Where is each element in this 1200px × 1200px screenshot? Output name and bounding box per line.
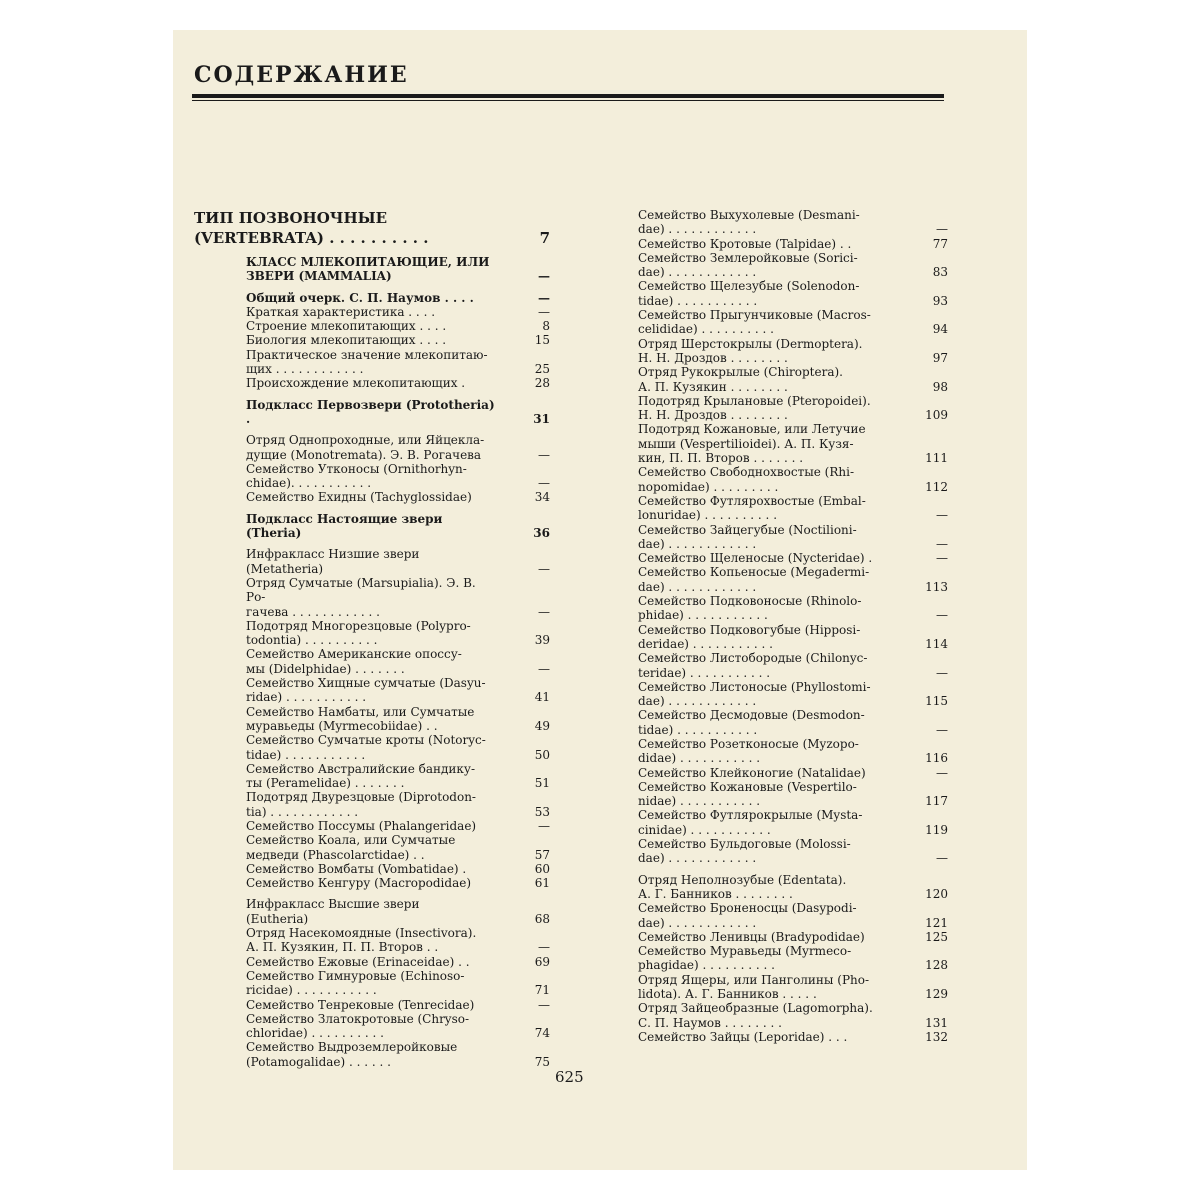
spacer [246,391,550,398]
toc-entry-text: Семейство Кротовые (Talpidae) . . [638,236,852,251]
spacer [246,426,550,433]
toc-entry [638,279,948,308]
toc-entry-page: — [538,447,550,462]
toc-entry-text: Происхождение млекопитающих . [246,376,466,391]
toc-entry [638,565,948,594]
toc-entry-page: 61 [534,876,550,891]
toc-entry-text: Семейство Щелезубые (Solenodon- tidae) . . . . . . . . . . . [638,279,860,308]
toc-entry-text: Отряд Неполнозубые (Edentata). А. Г. Банников . . . . . . . . [638,872,847,901]
toc-entry-text: Отряд Зайцеобразные (Lagomorpha). С. П. Наумов . . . . . . . . [638,1001,873,1030]
toc-entry [246,547,550,576]
toc-entry-page: — [936,536,948,551]
toc-entry-text: ТИП ПОЗВОНОЧНЫЕ [194,209,388,227]
toc-entry [638,973,948,1002]
toc-entry-page: 50 [534,747,550,762]
title-rule-thin [192,100,944,101]
toc-entry [638,523,948,552]
toc-entry-text: Семейство Хищные сумчатые (Dasyu- ridae) . . . . . . . . . . . [246,676,486,705]
toc-entry [246,398,550,427]
toc-entry-text: Семейство Копьеносые (Megadermi- dae) . . . . . . . . . . . . [638,565,870,594]
toc-entry-page: 77 [932,236,948,251]
toc-entry-text: КЛАСС МЛЕКОПИТАЮЩИЕ, ИЛИ ЗВЕРИ (MAMMALIA) [246,255,490,284]
toc-entry-page: 112 [925,479,948,494]
toc-entry-text: Семейство Листобородые (Chilonyc- teridae) . . . . . . . . . . . [638,651,868,680]
toc-entry-text: Семейство Прыгунчиковые (Macros- celididae) . . . . . . . . . . [638,308,871,337]
toc-entry-text: Семейство Десмодовые (Desmodon- tidae) . . . . . . . . . . . [638,708,865,737]
toc-entry-page: — [538,476,550,491]
toc-entry-text: Семейство Бульдоговые (Molossi- dae) . . . . . . . . . . . . [638,837,851,866]
toc-entry [246,897,550,926]
toc-entry-text: Подотряд Крылановые (Pteropoidei). Н. Н. Дроздов . . . . . . . . [638,393,871,423]
toc-entry-page: — [936,722,948,737]
toc-entry [638,930,948,944]
toc-entry [246,255,550,284]
toc-entry [246,376,550,390]
page-number: 625 [555,1068,584,1086]
toc-entry-text: Семейство Утконосы (Ornithorhyn- chidae). . . . . . . . . . . [246,461,467,491]
toc-entry-page: 51 [534,776,550,791]
toc-entry [246,1040,550,1069]
toc-entry-page: 68 [534,911,550,926]
toc-entry-text: Семейство Футлярокрылые (Mysta- cinidae) . . . . . . . . . . . [638,808,863,837]
toc-entry-text: Отряд Рукокрылые (Chiroptera). А. П. Кузякин . . . . . . . . [638,365,843,394]
toc-entry [638,237,948,251]
toc-entry [246,733,550,762]
toc-entry [638,551,948,565]
toc-entry-page: 57 [534,847,550,862]
toc-entry-page: 36 [533,526,550,541]
toc-entry-text: Отряд Шерстокрылы (Dermoptera). Н. Н. Дроздов . . . . . . . . [638,336,863,365]
spacer [246,890,550,897]
toc-entry [638,873,948,902]
toc-entry [638,780,948,809]
toc-entry-page: 34 [534,490,550,505]
toc-entry-text: Семейство Выдроземлеройковые (Potamogalidae) . . . . . . [246,1040,458,1069]
toc-left-column [194,208,550,1069]
toc-entry-text: Семейство Поссумы (Phalangeridae) [246,818,477,833]
toc-entry-page: 93 [932,293,948,308]
toc-entry-page: 120 [925,886,948,901]
toc-entry [246,319,550,333]
toc-entry [638,944,948,973]
toc-entry [246,969,550,998]
toc-entry-page: — [538,269,550,284]
toc-entry [194,208,550,228]
toc-entry-text: Семейство Землеройковые (Sorici- dae) . . . . . . . . . . . . [638,250,858,280]
toc-entry-page: 49 [534,718,550,733]
toc-entry [246,305,550,319]
toc-entry-page: — [936,765,948,780]
toc-entry-page: 131 [925,1015,948,1030]
toc-entry [246,462,550,491]
toc-entry [638,901,948,930]
toc-entry-text: Семейство Кенгуру (Macropodidae) [246,876,472,891]
toc-entry-text: Семейство Подковоносые (Rhinolo- phidae) . . . . . . . . . . . [638,594,862,623]
toc-entry [246,291,550,305]
toc-entry-text: Подотряд Двурезцовые (Diprotodon- tia) . . . . . . . . . . . . [246,790,476,819]
spacer [246,540,550,547]
toc-entry [638,708,948,737]
toc-entry-page: 25 [534,362,550,377]
toc-entry-text: Отряд Сумчатые (Marsupialia). Э. В. Ро- гачева . . . . . . . . . . . . [246,575,476,619]
toc-entry-text: Подотряд Кожановые, или Летучие мыши (Vespertilioidei). А. П. Кузя- кин, П. П. Второв . . . . . . . [638,422,866,466]
toc-entry-text: Семейство Листоносые (Phyllostomi- dae) . . . . . . . . . . . . [638,679,871,709]
toc-entry-text: Семейство Тенрековые (Tenrecidae) [246,997,475,1012]
toc-entry [246,576,550,619]
toc-entry-text: Общий очерк. С. П. Наумов . . . . [246,290,474,305]
toc-entry-text: Семейство Розетконосые (Myzopo- didae) . . . . . . . . . . . [638,736,859,766]
toc-right-column [638,208,948,1044]
toc-entry [638,594,948,623]
toc-entry [638,1001,948,1030]
toc-entry-text: Семейство Футлярохвостые (Embal- lonuridae) . . . . . . . . . . [638,493,866,523]
toc-entry-text: Семейство Ехидны (Tachyglossidae) [246,490,472,505]
page-title: СОДЕРЖАНИЕ [194,62,409,88]
toc-entry-page: 109 [925,408,948,423]
toc-entry-text: Семейство Зайцегубые (Noctilioni- dae) . . . . . . . . . . . . [638,522,857,551]
toc-entry [638,422,948,465]
toc-entry-text: Краткая характеристика . . . . [246,304,436,319]
toc-entry-text: Семейство Намбаты, или Сумчатые муравьеды (Myrmecobiidae) . . [246,704,475,733]
toc-entry-text: Подотряд Многорезцовые (Polypro- todontia) . . . . . . . . . . [246,618,471,648]
toc-entry [638,337,948,366]
toc-entry-page: — [936,608,948,623]
toc-entry-text: Семейство Броненосцы (Dasypodi- dae) . . . . . . . . . . . . [638,901,857,930]
toc-entry [638,737,948,766]
toc-entry-text: Отряд Ящеры, или Панголины (Pho- lidota). А. Г. Банников . . . . . [638,972,870,1002]
toc-entry [246,348,550,377]
toc-entry-page: 111 [925,451,948,466]
toc-entry-page: — [936,665,948,680]
toc-entry [246,676,550,705]
toc-entry [246,833,550,862]
toc-entry [246,955,550,969]
toc-entry-page: 53 [534,804,550,819]
toc-entry [246,998,550,1012]
toc-entry [246,512,550,541]
toc-entry-page: — [936,851,948,866]
toc-entry-page: — [538,604,550,619]
toc-entry-page: — [538,290,550,305]
toc-entry-page: — [936,508,948,523]
toc-entry-text: Семейство Златокротовые (Chryso- chloridae) . . . . . . . . . . [246,1011,470,1041]
toc-entry-text: Семейство Вомбаты (Vombatidae) . [246,861,467,876]
toc-entry-page: 74 [534,1026,550,1041]
toc-entry-page: 98 [932,379,948,394]
toc-entry-page: 69 [534,954,550,969]
toc-entry-page: 115 [925,694,948,709]
toc-entry-page: 60 [534,861,550,876]
toc-entry [638,680,948,709]
toc-entry-text: Семейство Подковогубые (Hipposi- deridae) . . . . . . . . . . . [638,622,861,651]
toc-entry-page: — [538,818,550,833]
toc-entry-page: 15 [534,333,550,348]
toc-entry-page: — [538,940,550,955]
toc-entry-page: — [936,222,948,237]
toc-entry [638,1030,948,1044]
toc-entry-page: — [538,561,550,576]
toc-entry [638,208,948,237]
toc-entry-text: Подкласс Первозвери (Prototheria) . [246,397,495,426]
toc-entry [246,926,550,955]
spacer [246,505,550,512]
toc-entry [246,1012,550,1041]
toc-entry-text: Семейство Ежовые (Erinaceidae) . . [246,954,470,969]
toc-entry-text: Семейство Американские опоссу- мы (Didelphidae) . . . . . . . [246,647,462,676]
toc-entry-page: — [936,551,948,566]
toc-entry [638,623,948,652]
toc-entry-text: (VERTEBRATA) . . . . . . . . . . [194,229,429,247]
toc-entry [246,433,550,462]
toc-entry [246,876,550,890]
toc-entry [638,651,948,680]
toc-entry [638,837,948,866]
toc-entry-text: Строение млекопитающих . . . . [246,319,447,334]
toc-entry-page: 75 [534,1054,550,1069]
toc-entry-page: 31 [533,411,550,426]
toc-entry [638,365,948,394]
toc-entry [246,819,550,833]
toc-entry-page: 83 [932,265,948,280]
toc-entry-text: Биология млекопитающих . . . . [246,333,447,348]
toc-entry-page: 132 [925,1029,948,1044]
toc-entry-page: 116 [925,751,948,766]
toc-entry-text: Семейство Коала, или Сумчатые медведи (Phascolarctidae) . . [246,833,456,862]
toc-entry-page: — [538,997,550,1012]
toc-entry-text: Семейство Сумчатые кроты (Notoryc- tidae) . . . . . . . . . . . [246,733,486,762]
title-rule [192,94,944,98]
toc-entry [638,766,948,780]
toc-entry-text: Практическое значение млекопитаю- щих . . . . . . . . . . . . [246,347,488,377]
toc-entry-text: Семейство Гимнуровые (Echinoso- ricidae) . . . . . . . . . . . [246,968,465,998]
toc-entry-page: 121 [925,915,948,930]
toc-entry [194,228,550,248]
spacer [638,866,948,873]
toc-entry-page: 28 [534,376,550,391]
toc-entry-page: 117 [925,794,948,809]
toc-entry-page: 128 [925,958,948,973]
toc-entry-text: Семейство Щеленосые (Nycteridae) . [638,551,873,566]
toc-entry-text: Подкласс Настоящие звери (Theria) [246,511,443,541]
toc-entry [638,394,948,423]
toc-entry-page: 129 [925,987,948,1002]
toc-entry [246,647,550,676]
toc-entry-text: Семейство Муравьеды (Myrmeco- phagidae) . . . . . . . . . . [638,944,852,973]
toc-entry-page: 71 [534,983,550,998]
toc-entry-page: 114 [925,636,948,651]
spacer [246,284,550,291]
toc-entry-page: — [538,661,550,676]
toc-entry-page: 8 [542,319,550,334]
toc-entry [638,808,948,837]
toc-entry-text: Инфракласс Высшие звери (Eutheria) [246,897,420,926]
toc-entry-page: 39 [534,633,550,648]
toc-entry-text: Отряд Насекомоядные (Insectivora). А. П. Кузякин, П. П. Второв . . [246,926,477,955]
toc-entry [638,251,948,280]
toc-entry-text: Семейство Ленивцы (Bradypodidae) [638,929,865,944]
toc-entry [638,465,948,494]
toc-entry-page: 97 [932,350,948,365]
toc-entry [246,490,550,504]
toc-entry-page: — [538,304,550,319]
toc-entry-page: 41 [534,690,550,705]
toc-entry [246,333,550,347]
toc-entry [246,705,550,734]
toc-entry-text: Семейство Свободнохвостые (Rhi- nopomidae) . . . . . . . . . [638,465,855,494]
toc-entry [638,308,948,337]
toc-entry [638,494,948,523]
toc-entry-text: Семейство Австралийские бандику- ты (Peramelidae) . . . . . . . [246,761,476,791]
toc-entry [246,619,550,648]
toc-entry [246,790,550,819]
toc-entry-page: 113 [925,579,948,594]
toc-entry-page: 119 [925,822,948,837]
toc-entry-page: 125 [925,929,948,944]
toc-entry-page: 94 [932,322,948,337]
toc-entry-text: Семейство Клейконогие (Natalidae) [638,765,866,780]
spacer [246,248,550,255]
toc-entry [246,862,550,876]
toc-entry-text: Отряд Однопроходные, или Яйцекла- дущие (Monotremata). Э. В. Рогачева [246,433,485,462]
toc-entry [246,762,550,791]
toc-entry-text: Семейство Выхухолевые (Desmani- dae) . . . . . . . . . . . . [638,208,860,237]
toc-entry-text: Семейство Кожановые (Vespertilo- nidae) . . . . . . . . . . . [638,779,857,809]
toc-entry-page: 7 [539,229,550,247]
toc-entry-text: Семейство Зайцы (Leporidae) . . . [638,1029,848,1044]
toc-entry-text: Инфракласс Низшие звери (Metatheria) [246,547,420,576]
